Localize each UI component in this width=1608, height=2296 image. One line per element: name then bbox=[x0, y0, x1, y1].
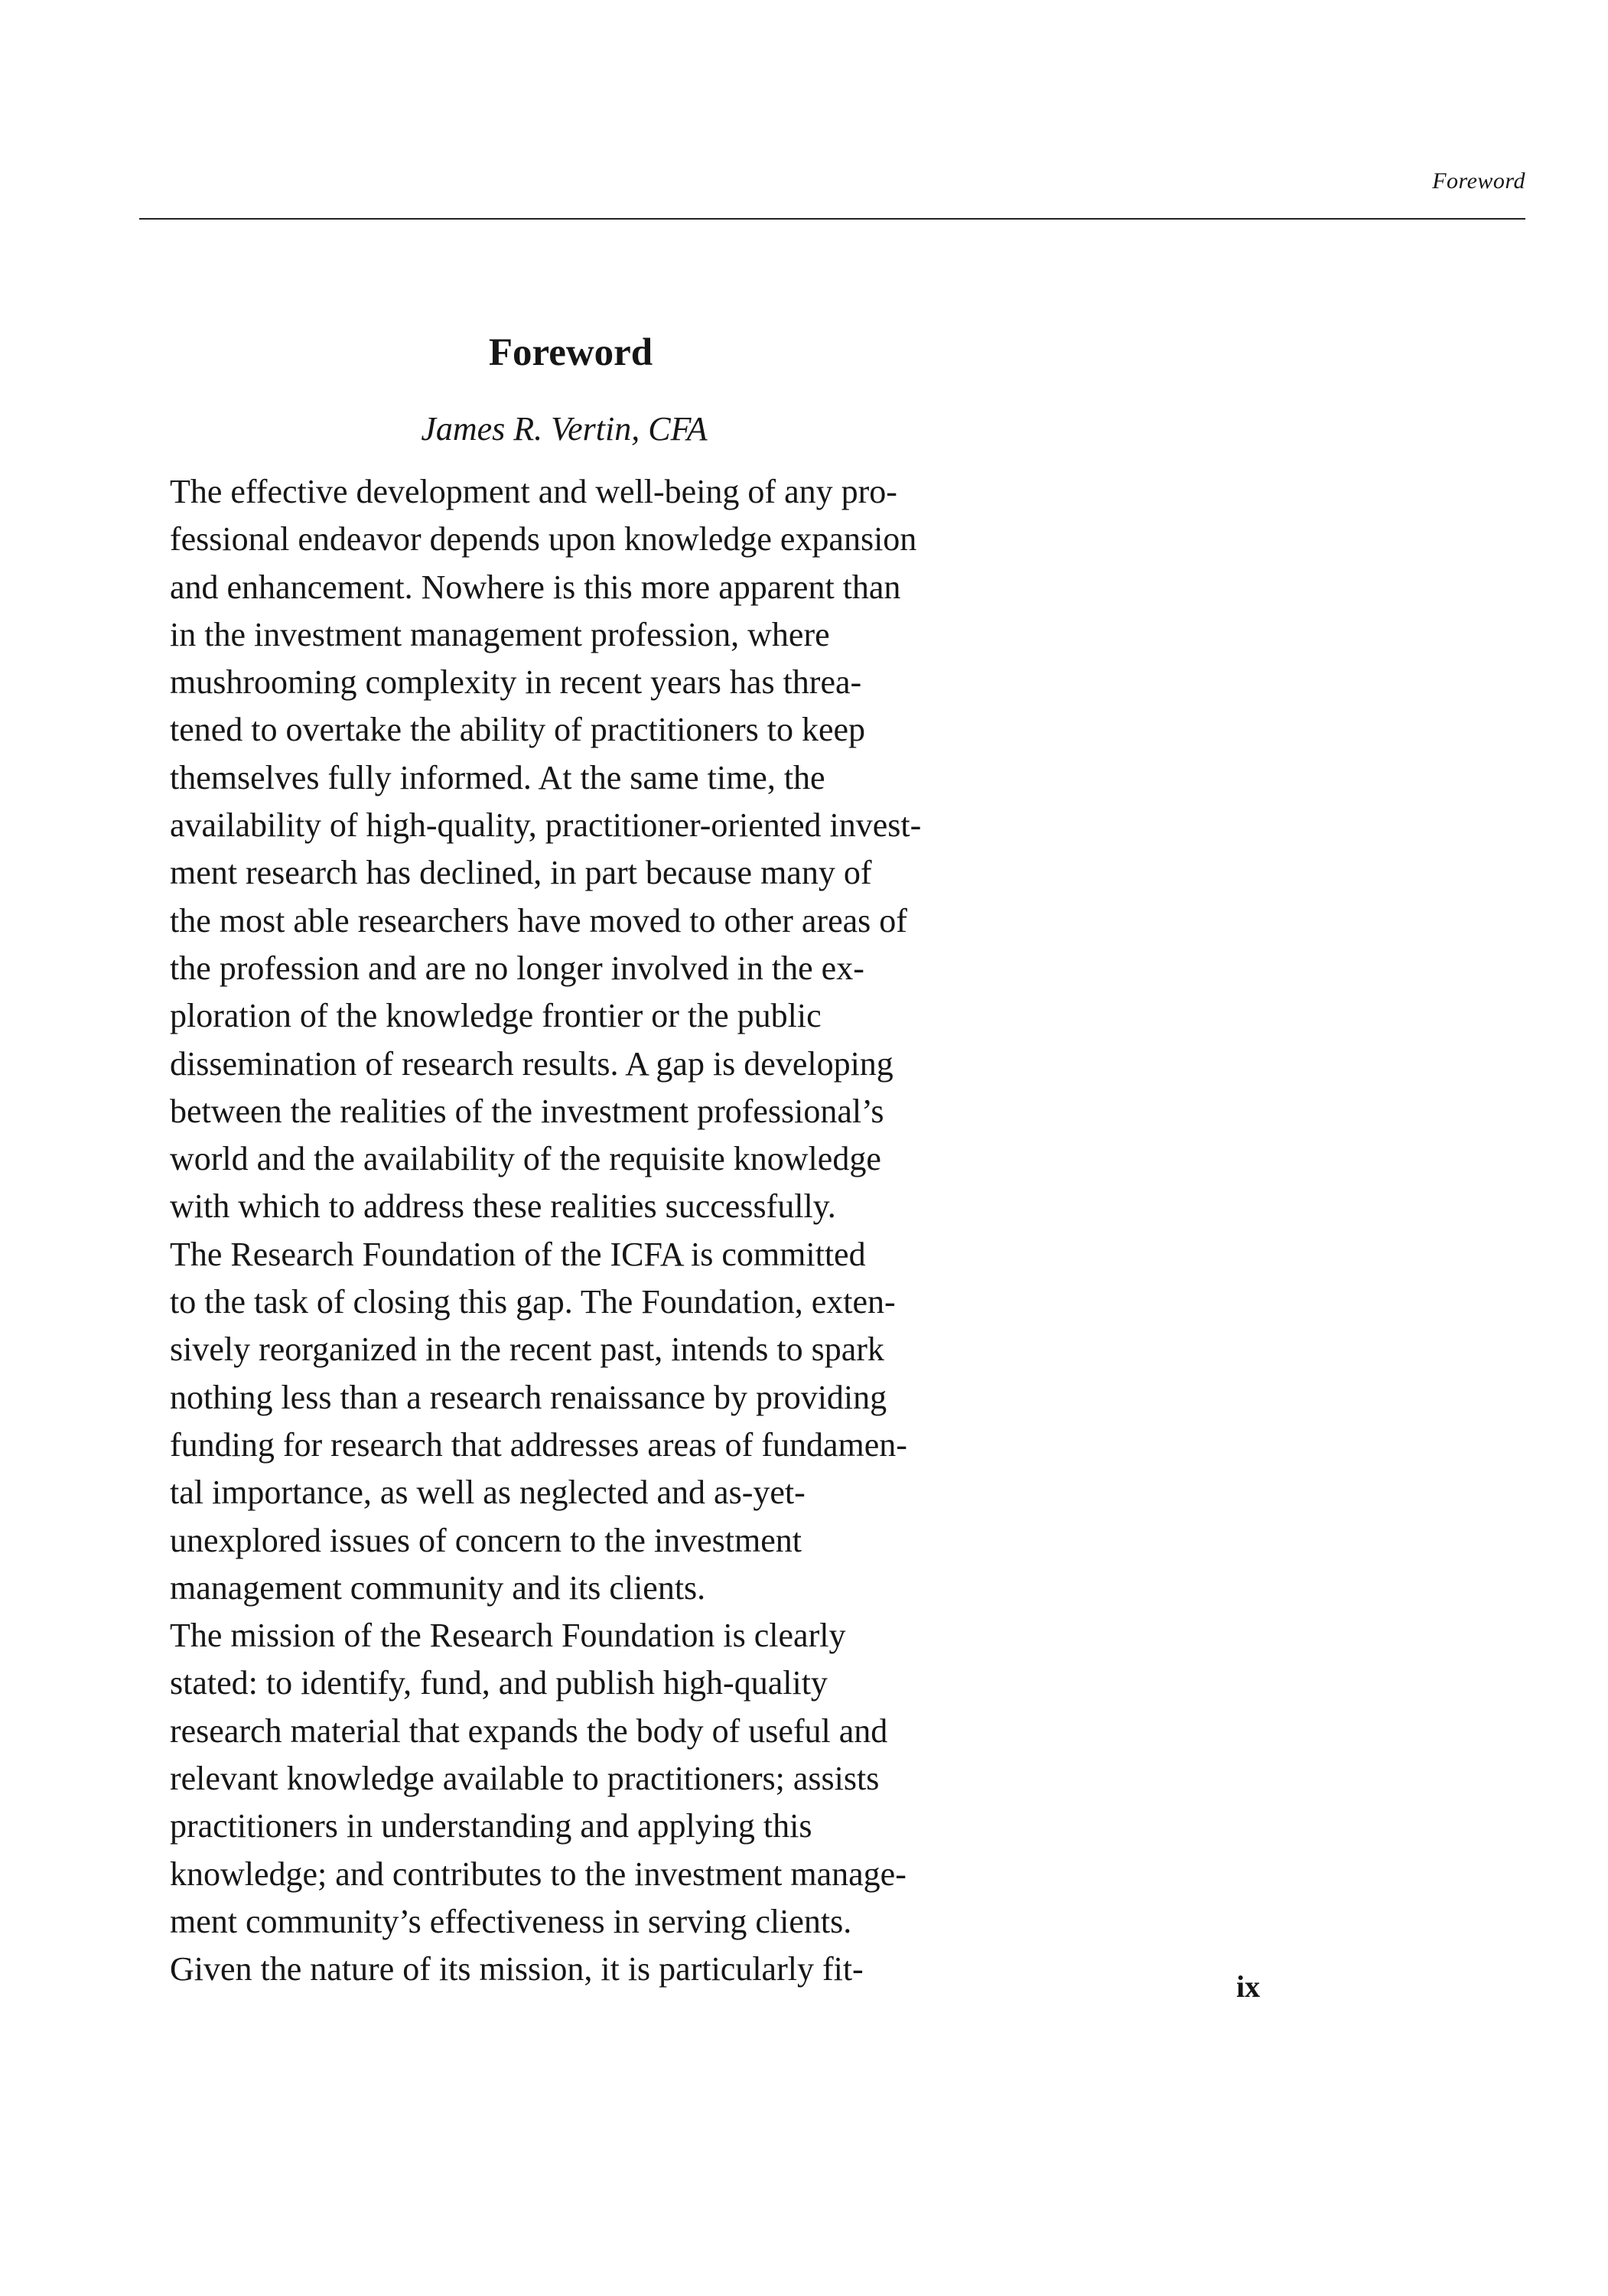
text-line: tened to overtake the ability of practitioners to keep bbox=[170, 711, 866, 749]
text-line: world and the availability of the requisite knowledge bbox=[170, 1140, 881, 1178]
text-line: availability of high-quality, practitioner-oriented invest- bbox=[170, 806, 922, 845]
text-line: ment community’s effectiveness in serving clients. bbox=[170, 1902, 852, 1940]
body-text bbox=[170, 468, 1011, 1994]
text-line: relevant knowledge available to practitioners; assists bbox=[170, 1760, 880, 1798]
text-line: between the realities of the investment professional’s bbox=[170, 1092, 884, 1130]
page-number: ix bbox=[1236, 1969, 1261, 2004]
author-byline: James R. Vertin, CFA bbox=[421, 410, 708, 448]
text-line: stated: to identify, fund, and publish high-quality bbox=[170, 1664, 828, 1702]
text-line: tal importance, as well as neglected and as-yet- bbox=[170, 1474, 806, 1512]
text-line: The mission of the Research Foundation is clearly bbox=[170, 1617, 846, 1655]
text-line: the most able researchers have moved to other areas of bbox=[170, 901, 907, 940]
text-line: dissemination of research results. A gap is developing bbox=[170, 1044, 894, 1083]
text-line: funding for research that addresses areas of fundamen- bbox=[170, 1425, 907, 1464]
text-line: The effective development and well-being of any pro- bbox=[170, 473, 897, 510]
header-rule bbox=[139, 218, 1525, 220]
text-line: practitioners in understanding and applying this bbox=[170, 1807, 812, 1845]
text-line: sively reorganized in the recent past, intends to spark bbox=[170, 1330, 884, 1369]
text-line: fessional endeavor depends upon knowledge expansion bbox=[170, 520, 917, 559]
text-line: ment research has declined, in part because many of bbox=[170, 854, 872, 892]
text-line: nothing less than a research renaissance by providing bbox=[170, 1378, 887, 1416]
page-title: Foreword bbox=[488, 331, 653, 374]
text-line: management community and its clients. bbox=[170, 1568, 706, 1607]
text-line: Given the nature of its mission, it is particularly fit- bbox=[170, 1950, 864, 1988]
running-head: Foreword bbox=[1432, 168, 1525, 194]
text-line: knowledge; and contributes to the investment manage- bbox=[170, 1855, 907, 1893]
text-line: and enhancement. Nowhere is this more apparent than bbox=[170, 568, 901, 606]
text-line: ploration of the knowledge frontier or the public bbox=[170, 997, 822, 1035]
text-line: unexplored issues of concern to the investment bbox=[170, 1521, 802, 1559]
text-line: the profession and are no longer involved in the ex- bbox=[170, 949, 864, 987]
text-line: with which to address these realities successfully. bbox=[170, 1187, 836, 1226]
text-line: research material that expands the body of useful and bbox=[170, 1711, 888, 1750]
text-line: The Research Foundation of the ICFA is committed bbox=[170, 1235, 866, 1273]
text-line: in the investment management profession, where bbox=[170, 615, 830, 653]
text-line: to the task of closing this gap. The Foundation, exten- bbox=[170, 1283, 896, 1321]
text-line: themselves fully informed. At the same time, the bbox=[170, 758, 825, 796]
text-line: mushrooming complexity in recent years has threa- bbox=[170, 663, 862, 702]
